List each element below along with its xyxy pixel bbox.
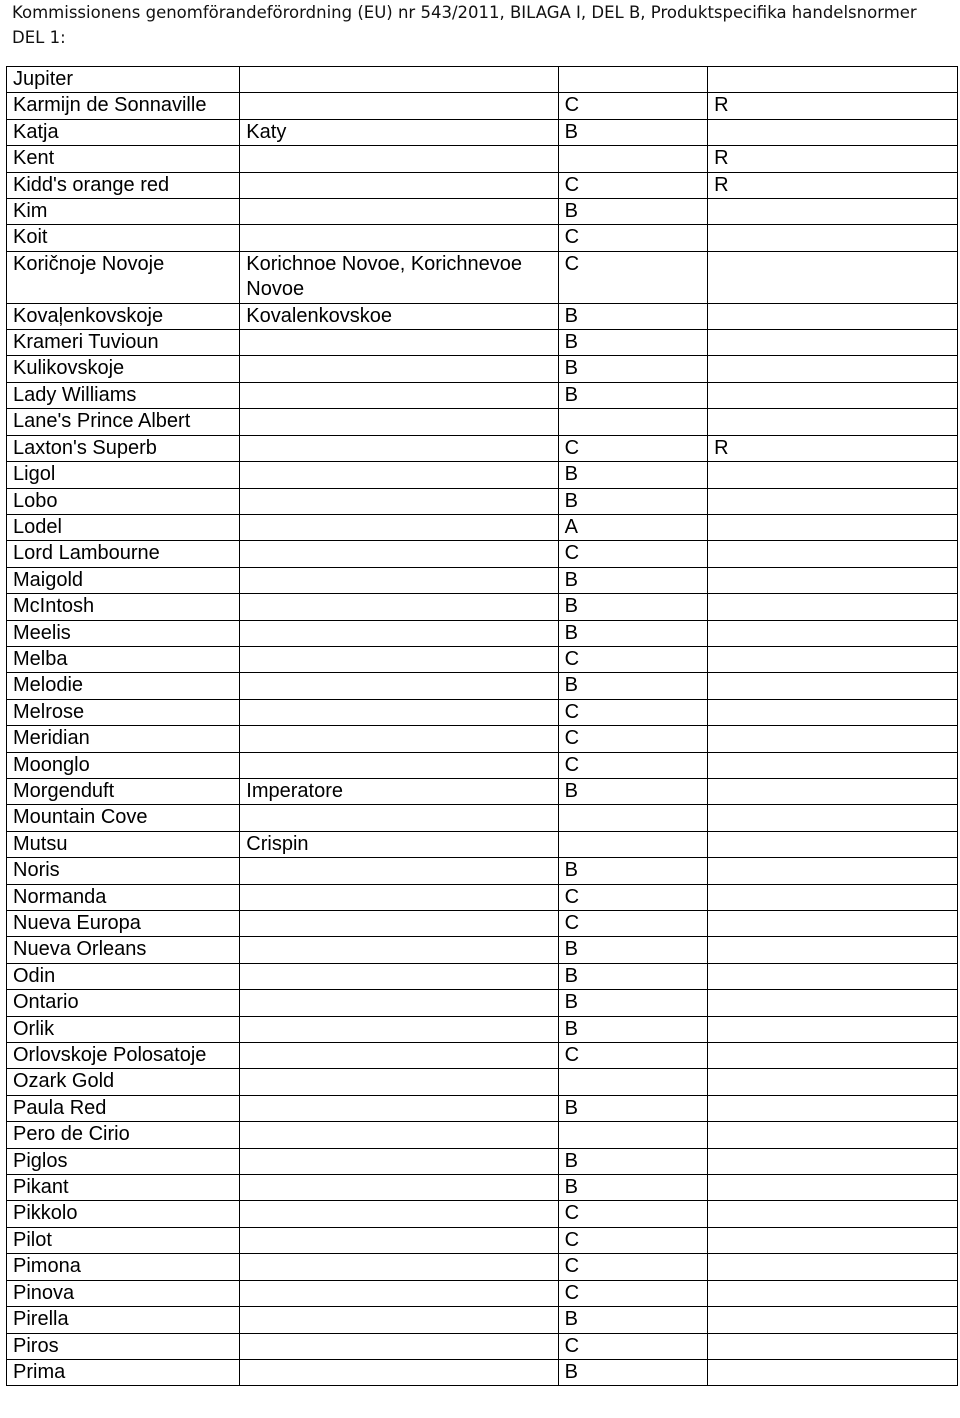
- size-class-cell: [558, 805, 708, 831]
- variety-cell: Ligol: [7, 462, 240, 488]
- russeting-cell: [708, 1307, 958, 1333]
- size-class-cell: B: [558, 462, 708, 488]
- russeting-cell: [708, 1227, 958, 1253]
- size-class-cell: C: [558, 1201, 708, 1227]
- synonym-cell: [240, 726, 558, 752]
- russeting-cell: [708, 303, 958, 329]
- table-row: [7, 514, 958, 540]
- variety-cell: Kent: [7, 146, 240, 172]
- synonym-cell: Kovalenkovskoe: [240, 303, 558, 329]
- variety-cell: Kulikovskoje: [7, 356, 240, 382]
- russeting-cell: [708, 752, 958, 778]
- variety-cell: Normanda: [7, 884, 240, 910]
- table-row: [7, 805, 958, 831]
- table-row: [7, 225, 958, 251]
- size-class-cell: B: [558, 567, 708, 593]
- table-row: [7, 778, 958, 804]
- size-class-cell: [558, 67, 708, 93]
- size-class-cell: C: [558, 1280, 708, 1306]
- size-class-cell: B: [558, 303, 708, 329]
- synonym-cell: Korichnoe Novoe, Korichnevoe Novoe: [240, 251, 558, 303]
- russeting-cell: [708, 356, 958, 382]
- synonym-cell: [240, 646, 558, 672]
- synonym-cell: [240, 1333, 558, 1359]
- variety-cell: Paula Red: [7, 1095, 240, 1121]
- table-row: [7, 911, 958, 937]
- synonym-cell: [240, 356, 558, 382]
- variety-cell: McIntosh: [7, 594, 240, 620]
- russeting-cell: [708, 1095, 958, 1121]
- variety-cell: Orlovskoje Polosatoje: [7, 1043, 240, 1069]
- size-class-cell: C: [558, 726, 708, 752]
- russeting-cell: [708, 541, 958, 567]
- variety-cell: Nueva Europa: [7, 911, 240, 937]
- russeting-cell: [708, 1333, 958, 1359]
- russeting-cell: [708, 1280, 958, 1306]
- size-class-cell: B: [558, 1359, 708, 1385]
- table-row: [7, 172, 958, 198]
- russeting-cell: [708, 831, 958, 857]
- russeting-cell: [708, 699, 958, 725]
- size-class-cell: B: [558, 330, 708, 356]
- russeting-cell: [708, 488, 958, 514]
- table-row: [7, 93, 958, 119]
- table-row: [7, 146, 958, 172]
- size-class-cell: B: [558, 488, 708, 514]
- size-class-cell: B: [558, 356, 708, 382]
- table-row: [7, 1148, 958, 1174]
- variety-cell: Ontario: [7, 990, 240, 1016]
- size-class-cell: [558, 146, 708, 172]
- synonym-cell: [240, 409, 558, 435]
- table-row: [7, 382, 958, 408]
- size-class-cell: C: [558, 541, 708, 567]
- russeting-cell: R: [708, 172, 958, 198]
- russeting-cell: [708, 1122, 958, 1148]
- synonym-cell: [240, 488, 558, 514]
- variety-cell: Kidd's orange red: [7, 172, 240, 198]
- variety-cell: Kim: [7, 199, 240, 225]
- table-row: [7, 199, 958, 225]
- size-class-cell: B: [558, 1095, 708, 1121]
- russeting-cell: [708, 937, 958, 963]
- table-row: [7, 646, 958, 672]
- size-class-cell: B: [558, 1307, 708, 1333]
- size-class-cell: B: [558, 199, 708, 225]
- synonym-cell: [240, 1307, 558, 1333]
- table-row: [7, 699, 958, 725]
- variety-cell: Pilot: [7, 1227, 240, 1253]
- synonym-cell: [240, 1122, 558, 1148]
- russeting-cell: [708, 119, 958, 145]
- synonym-cell: [240, 1016, 558, 1042]
- table-row: [7, 594, 958, 620]
- variety-cell: Pero de Cirio: [7, 1122, 240, 1148]
- variety-cell: Pikant: [7, 1175, 240, 1201]
- table-row: [7, 1333, 958, 1359]
- size-class-cell: B: [558, 1175, 708, 1201]
- synonym-cell: [240, 199, 558, 225]
- apple-variety-table: [6, 66, 958, 1386]
- size-class-cell: C: [558, 911, 708, 937]
- synonym-cell: [240, 990, 558, 1016]
- size-class-cell: C: [558, 172, 708, 198]
- size-class-cell: C: [558, 435, 708, 461]
- synonym-cell: [240, 1280, 558, 1306]
- table-row: [7, 1254, 958, 1280]
- variety-cell: Melodie: [7, 673, 240, 699]
- table-row: [7, 831, 958, 857]
- table-row: [7, 1175, 958, 1201]
- variety-cell: Orlik: [7, 1016, 240, 1042]
- russeting-cell: [708, 1175, 958, 1201]
- variety-cell: Lobo: [7, 488, 240, 514]
- synonym-cell: [240, 1069, 558, 1095]
- table-row: [7, 1280, 958, 1306]
- table-row: [7, 119, 958, 145]
- variety-cell: Meelis: [7, 620, 240, 646]
- synonym-cell: [240, 1148, 558, 1174]
- size-class-cell: B: [558, 1148, 708, 1174]
- variety-cell: Lane's Prince Albert: [7, 409, 240, 435]
- table-row: [7, 330, 958, 356]
- russeting-cell: R: [708, 93, 958, 119]
- table-row: [7, 620, 958, 646]
- variety-cell: Koričnoje Novoje: [7, 251, 240, 303]
- variety-cell: Piros: [7, 1333, 240, 1359]
- table-row: [7, 963, 958, 989]
- table-row: [7, 435, 958, 461]
- synonym-cell: [240, 514, 558, 540]
- synonym-cell: [240, 435, 558, 461]
- russeting-cell: [708, 1069, 958, 1095]
- russeting-cell: [708, 963, 958, 989]
- table-row: [7, 567, 958, 593]
- table-row: [7, 409, 958, 435]
- variety-cell: Karmijn de Sonnaville: [7, 93, 240, 119]
- russeting-cell: [708, 673, 958, 699]
- variety-cell: Pimona: [7, 1254, 240, 1280]
- russeting-cell: [708, 225, 958, 251]
- synonym-cell: [240, 699, 558, 725]
- size-class-cell: B: [558, 382, 708, 408]
- russeting-cell: [708, 1201, 958, 1227]
- russeting-cell: [708, 1043, 958, 1069]
- variety-cell: Meridian: [7, 726, 240, 752]
- synonym-cell: [240, 620, 558, 646]
- size-class-cell: A: [558, 514, 708, 540]
- synonym-cell: [240, 1201, 558, 1227]
- synonym-cell: [240, 541, 558, 567]
- size-class-cell: B: [558, 1016, 708, 1042]
- table-row: [7, 1095, 958, 1121]
- size-class-cell: C: [558, 884, 708, 910]
- table-row: [7, 67, 958, 93]
- size-class-cell: [558, 1122, 708, 1148]
- synonym-cell: [240, 752, 558, 778]
- size-class-cell: B: [558, 937, 708, 963]
- synonym-cell: [240, 172, 558, 198]
- russeting-cell: R: [708, 146, 958, 172]
- size-class-cell: C: [558, 646, 708, 672]
- table-row: [7, 673, 958, 699]
- size-class-cell: C: [558, 1333, 708, 1359]
- synonym-cell: [240, 330, 558, 356]
- variety-cell: Ozark Gold: [7, 1069, 240, 1095]
- russeting-cell: [708, 409, 958, 435]
- size-class-cell: B: [558, 673, 708, 699]
- russeting-cell: [708, 567, 958, 593]
- variety-cell: Mutsu: [7, 831, 240, 857]
- russeting-cell: [708, 1016, 958, 1042]
- table-row: [7, 937, 958, 963]
- table-row: [7, 752, 958, 778]
- synonym-cell: [240, 67, 558, 93]
- variety-cell: Nueva Orleans: [7, 937, 240, 963]
- variety-cell: Lodel: [7, 514, 240, 540]
- size-class-cell: C: [558, 1043, 708, 1069]
- size-class-cell: [558, 831, 708, 857]
- variety-cell: Krameri Tuvioun: [7, 330, 240, 356]
- russeting-cell: [708, 251, 958, 303]
- size-class-cell: B: [558, 594, 708, 620]
- size-class-cell: B: [558, 963, 708, 989]
- synonym-cell: [240, 673, 558, 699]
- synonym-cell: [240, 93, 558, 119]
- table-row: [7, 1043, 958, 1069]
- synonym-cell: [240, 1227, 558, 1253]
- russeting-cell: [708, 1254, 958, 1280]
- synonym-cell: Imperatore: [240, 778, 558, 804]
- size-class-cell: C: [558, 1227, 708, 1253]
- synonym-cell: [240, 146, 558, 172]
- variety-cell: Moonglo: [7, 752, 240, 778]
- synonym-cell: [240, 884, 558, 910]
- russeting-cell: [708, 990, 958, 1016]
- table-row: [7, 1359, 958, 1385]
- variety-cell: Noris: [7, 858, 240, 884]
- size-class-cell: [558, 1069, 708, 1095]
- size-class-cell: C: [558, 251, 708, 303]
- size-class-cell: C: [558, 93, 708, 119]
- russeting-cell: [708, 726, 958, 752]
- synonym-cell: [240, 382, 558, 408]
- russeting-cell: [708, 805, 958, 831]
- russeting-cell: [708, 382, 958, 408]
- synonym-cell: [240, 225, 558, 251]
- synonym-cell: [240, 1254, 558, 1280]
- synonym-cell: Katy: [240, 119, 558, 145]
- table-row: [7, 858, 958, 884]
- synonym-cell: [240, 594, 558, 620]
- table-row: [7, 884, 958, 910]
- russeting-cell: [708, 911, 958, 937]
- size-class-cell: B: [558, 620, 708, 646]
- synonym-cell: [240, 1175, 558, 1201]
- variety-cell: Laxton's Superb: [7, 435, 240, 461]
- synonym-cell: [240, 858, 558, 884]
- variety-cell: Pirella: [7, 1307, 240, 1333]
- russeting-cell: [708, 514, 958, 540]
- size-class-cell: [558, 409, 708, 435]
- table-row: [7, 1227, 958, 1253]
- synonym-cell: [240, 1043, 558, 1069]
- table-row: [7, 541, 958, 567]
- table-row: [7, 726, 958, 752]
- size-class-cell: C: [558, 1254, 708, 1280]
- russeting-cell: [708, 594, 958, 620]
- russeting-cell: [708, 199, 958, 225]
- russeting-cell: [708, 858, 958, 884]
- synonym-cell: [240, 1359, 558, 1385]
- variety-cell: Lady Williams: [7, 382, 240, 408]
- russeting-cell: R: [708, 435, 958, 461]
- russeting-cell: [708, 646, 958, 672]
- synonym-cell: [240, 937, 558, 963]
- variety-cell: Maigold: [7, 567, 240, 593]
- size-class-cell: C: [558, 225, 708, 251]
- synonym-cell: [240, 1095, 558, 1121]
- synonym-cell: [240, 805, 558, 831]
- variety-cell: Pikkolo: [7, 1201, 240, 1227]
- variety-cell: Melrose: [7, 699, 240, 725]
- russeting-cell: [708, 1148, 958, 1174]
- synonym-cell: Crispin: [240, 831, 558, 857]
- table-row: [7, 990, 958, 1016]
- variety-table-body: [7, 67, 958, 1386]
- table-row: [7, 488, 958, 514]
- synonym-cell: [240, 911, 558, 937]
- size-class-cell: C: [558, 699, 708, 725]
- variety-cell: Jupiter: [7, 67, 240, 93]
- table-row: [7, 1122, 958, 1148]
- synonym-cell: [240, 462, 558, 488]
- size-class-cell: B: [558, 858, 708, 884]
- size-class-cell: B: [558, 778, 708, 804]
- russeting-cell: [708, 620, 958, 646]
- variety-cell: Piglos: [7, 1148, 240, 1174]
- variety-cell: Katja: [7, 119, 240, 145]
- russeting-cell: [708, 884, 958, 910]
- table-row: [7, 1307, 958, 1333]
- variety-cell: Koit: [7, 225, 240, 251]
- variety-cell: Mountain Cove: [7, 805, 240, 831]
- variety-cell: Odin: [7, 963, 240, 989]
- russeting-cell: [708, 462, 958, 488]
- russeting-cell: [708, 778, 958, 804]
- synonym-cell: [240, 963, 558, 989]
- table-row: [7, 1069, 958, 1095]
- size-class-cell: C: [558, 752, 708, 778]
- variety-cell: Melba: [7, 646, 240, 672]
- synonym-cell: [240, 567, 558, 593]
- russeting-cell: [708, 1359, 958, 1385]
- table-row: [7, 356, 958, 382]
- russeting-cell: [708, 330, 958, 356]
- table-row: [7, 462, 958, 488]
- document-header: Kommissionens genomförandeförordning (EU) nr 543/2011, BILAGA I, DEL B, Produktspecifika handelsnormer DEL 1:: [12, 3, 917, 47]
- table-row: [7, 303, 958, 329]
- table-row: [7, 251, 958, 303]
- variety-cell: Pinova: [7, 1280, 240, 1306]
- variety-cell: Morgenduft: [7, 778, 240, 804]
- table-row: [7, 1016, 958, 1042]
- size-class-cell: B: [558, 990, 708, 1016]
- russeting-cell: [708, 67, 958, 93]
- variety-cell: Lord Lambourne: [7, 541, 240, 567]
- size-class-cell: B: [558, 119, 708, 145]
- variety-cell: Kovaļenkovskoje: [7, 303, 240, 329]
- table-row: [7, 1201, 958, 1227]
- variety-cell: Prima: [7, 1359, 240, 1385]
